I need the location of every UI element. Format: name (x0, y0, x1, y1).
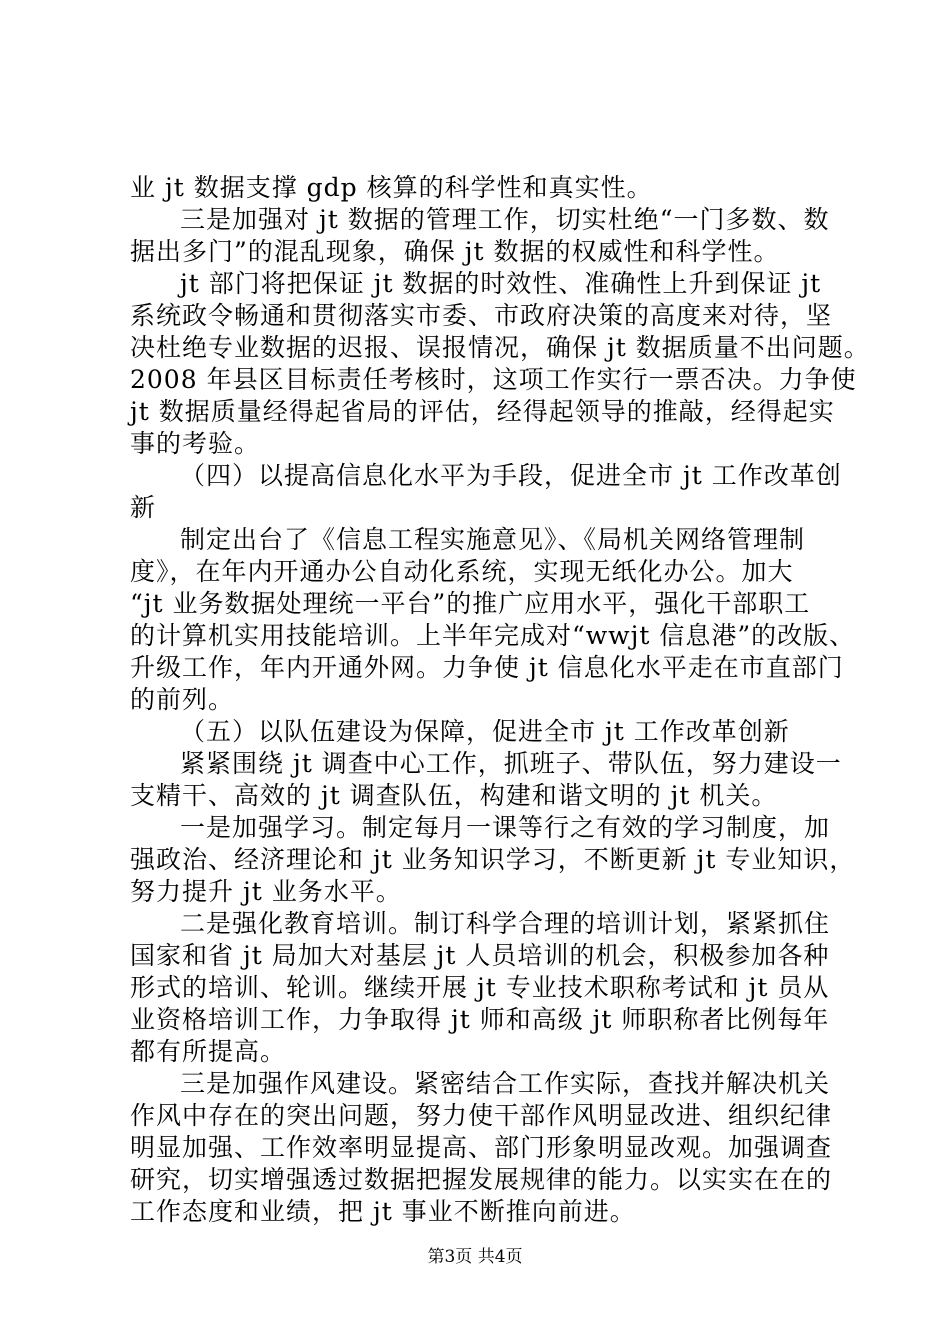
text-line: 支精干、高效的 jt 调查队伍，构建和谐文明的 jt 机关。 (130, 781, 778, 810)
text-line: 明显加强、工作效率明显提高、部门形象明显改观。加强调查 (130, 1133, 833, 1162)
section-heading: （四）以提高信息化水平为手段，促进全市 jt 工作改革创 (180, 461, 842, 490)
section-heading: （五）以队伍建设为保障，促进全市 jt 工作改革创新 (180, 717, 790, 746)
text-line: 紧紧围绕 jt 调查中心工作，抓班子、带队伍，努力建设一 (180, 749, 842, 778)
text-line: 作风中存在的突出问题，努力使干部作风明显改进、组织纪律 (130, 1101, 833, 1130)
text-line: 国家和省 jt 局加大对基层 jt 人员培训的机会，积极参加各种 (130, 941, 830, 970)
text-line: 度》，在年内开通办公自动化系统，实现无纸化办公。加大 (130, 557, 794, 586)
section-heading-continued: 新 (130, 493, 157, 522)
text-line: jt 数据质量经得起省局的评估，经得起领导的推敲，经得起实 (130, 397, 835, 426)
text-line: 据出多门”的混乱现象，确保 jt 数据的权威性和科学性。 (130, 237, 780, 266)
text-line: 制定出台了《信息工程实施意见》、《局机关网络管理制 (180, 525, 806, 554)
text-line: 一是加强学习。制定每月一课等行之有效的学习制度，加 (180, 813, 831, 842)
text-line: 升级工作，年内开通外网。力争使 jt 信息化水平走在市直部门 (130, 653, 844, 682)
text-line: 的计算机实用技能培训。上半年完成对“wwjt 信息港”的改版、 (130, 621, 856, 650)
text-line: 2008 年县区目标责任考核时，这项工作实行一票否决。力争使 (130, 365, 857, 394)
page-footer: 第3页 共4页 (427, 1247, 523, 1267)
text-line: 努力提升 jt 业务水平。 (130, 877, 402, 906)
text-line: 业资格培训工作，力争取得 jt 师和高级 jt 师职称者比例每年 (130, 1005, 830, 1034)
text-line: 形式的培训、轮训。继续开展 jt 专业技术职称考试和 jt 员从 (130, 973, 830, 1002)
text-line: 决杜绝专业数据的迟报、误报情况，确保 jt 数据质量不出问题。 (130, 333, 870, 362)
document-body (130, 172, 870, 1228)
text-line: 工作态度和业绩，把 jt 事业不断推向前进。 (130, 1197, 636, 1226)
text-line: 三是加强对 jt 数据的管理工作，切实杜绝“一门多数、数 (180, 205, 830, 234)
text-line: 二是强化教育培训。制订科学合理的培训计划，紧紧抓住 (180, 909, 831, 938)
text-line: 研究，切实增强透过数据把握发展规律的能力。以实实在在的 (130, 1165, 833, 1194)
text-line: 事的考验。 (130, 429, 261, 458)
text-line: 三是加强作风建设。紧密结合工作实际，查找并解决机关 (180, 1069, 831, 1098)
text-line: 的前列。 (130, 685, 235, 714)
text-line: 都有所提高。 (130, 1037, 287, 1066)
text-line: 系统政令畅通和贯彻落实市委、市政府决策的高度来对待，坚 (130, 301, 833, 330)
text-line: 强政治、经济理论和 jt 业务知识学习，不断更新 jt 专业知识， (130, 845, 856, 874)
text-line: 业 jt 数据支撑 gdp 核算的科学性和真实性。 (130, 173, 653, 202)
text-line: “jt 业务数据处理统一平台”的推广应用水平，强化干部职工 (130, 589, 811, 618)
text-line: jt 部门将把保证 jt 数据的时效性、准确性上升到保证 jt (180, 269, 822, 298)
